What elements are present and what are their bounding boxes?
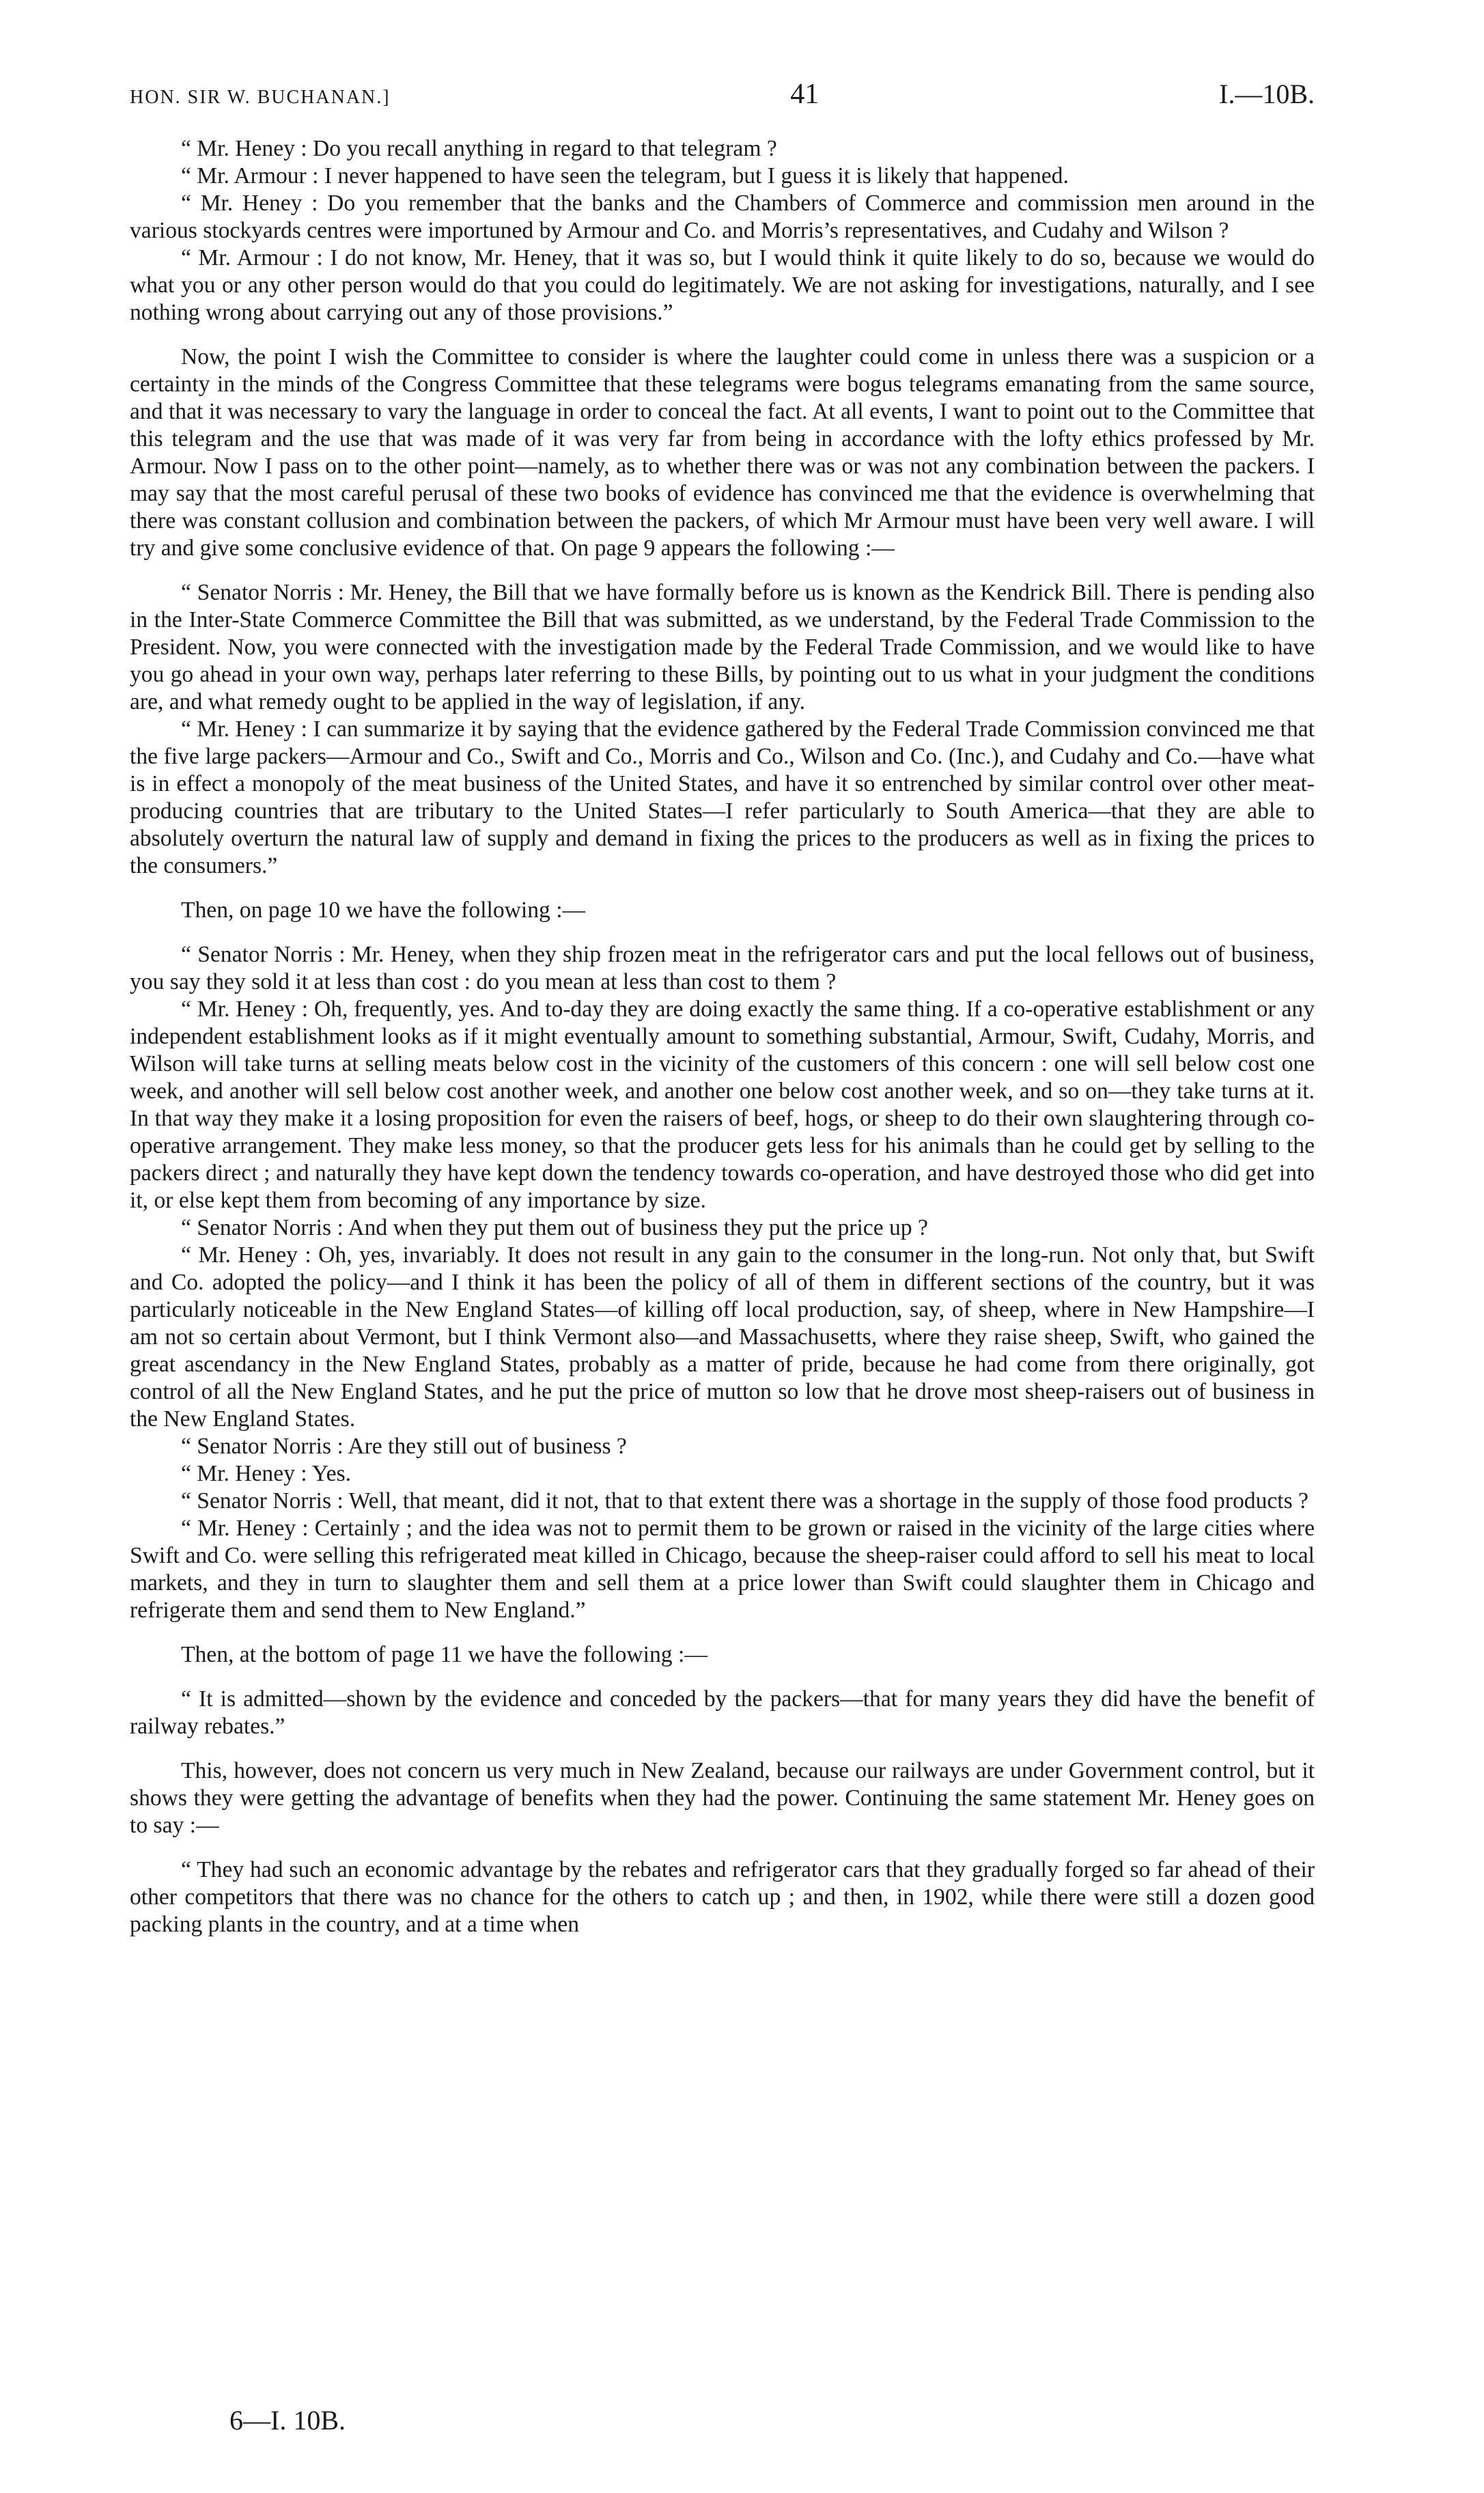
- running-header: [130, 81, 1315, 122]
- header-speaker: HON. SIR W. BUCHANAN.]: [130, 87, 391, 108]
- quote-paragraph: “ Mr. Heney : Yes.: [181, 1461, 352, 1486]
- narrative-paragraph-block: [130, 1641, 1315, 1669]
- quote-paragraph: “ Mr. Heney : I can summarize it by saying that the evidence gathered by the Federal Trade Commission convinced me that the five large packers—Armour and Co., Swift and Co., Morris and Co., Wilson and Co. (Inc.), and Cudahy and Co.—have what is in effect a monopoly of the meat business of the United States, and have it so entrenched by similar control over other meat-producing countries that are tributary to the United States—I refer particularly to South America—that they are able to absolutely overturn the natural law of supply and demand in fixing the prices to the producers as well as in fixing the prices to the consumers.”: [130, 716, 1315, 878]
- quote-paragraph: “ Senator Norris : Are they still out of business ?: [181, 1434, 627, 1459]
- quote-paragraph: “ Mr. Armour : I never happened to have seen the telegram, but I guess it is likely that happened.: [181, 163, 1069, 189]
- quote-paragraph: “ They had such an economic advantage by the rebates and refrigerator cars that they gradually forged so far ahead of their other competitors that there was no chance for the others to catch up ; and then, in 1902, while there were still a dozen good packing plants in the country, and at a time when: [130, 1857, 1315, 1937]
- quote-paragraph: “ Mr. Heney : Oh, frequently, yes. And to-day they are doing exactly the same thing. If a co-operative establishment or any independent establishment looks as if it might eventually amount to something substantial, Armour, Swift, Cudahy, Morris, and Wilson will take turns at selling meats below cost in the vicinity of the customers of this concern : one will sell below cost one week, and another will sell below cost another week, and another one below cost another week, and so on—they take turns at it. In that way they make it a losing proposition for even the raisers of beef, hogs, or sheep to do their own slaughtering through co-operative arrangement. They make less money, so that the producer gets less for his animals than he could get by selling to the packers direct ; and naturally they have kept down the tendency towards co-operation, and have destroyed those who did get into it, or else kept them from becoming of any importance by size.: [130, 997, 1315, 1213]
- quote-paragraph: “ Mr. Heney : Certainly ; and the idea was not to permit them to be grown or raised in the vicinity of the large cities where Swift and Co. were selling this refrigerated meat killed in Chicago, because the sheep-raiser could afford to sell his meat to local markets, and they in turn to slaughter them and sell them at a price lower than Swift could slaughter them in Chicago and refrigerate them and send them to New England.”: [130, 1516, 1315, 1623]
- page-number: 41: [790, 79, 820, 110]
- quote-paragraph: “ Mr. Heney : Oh, yes, invariably. It does not result in any gain to the consumer in the long-run. Not only that, but Swift and Co. adopted the policy—and I think it has been the policy of all of them in different sections of the country, but it was particularly noticeable in the New England States—of killing off local production, say, of sheep, where in New Hampshire—I am not so certain about Vermont, but I think Vermont also—and Massachusetts, where they raise sheep, Swift, who gained the great ascendancy in the New England States, probably as a matter of pride, because he had come from there originally, got control of all the New England States, and he put the price of mutton so low that he drove most sheep-raisers out of business in the New England States.: [130, 1242, 1315, 1432]
- quote-paragraph: “ Senator Norris : And when they put them out of business they put the price up ?: [181, 1215, 928, 1240]
- narrative-paragraph: Now, the point I wish the Committee to consider is where the laughter could come in unless there was a suspicion or a certainty in the minds of the Congress Committee that these telegrams were bogus telegrams emanating from the same source, and that it was necessary to vary the language in order to conceal the fact. At all events, I want to point out to the Committee that this telegram and the use that was made of it was very far from being in accordance with the lofty ethics professed by Mr. Armour. Now I pass on to the other point—namely, as to whether there was or was not any combination between the packers. I may say that the most careful perusal of these two books of evidence has convinced me that the evidence is overwhelming that there was constant collusion and combination between the packers, of which Mr Armour must have been very well aware. I will try and give some conclusive evidence of that. On page 9 appears the following :—: [130, 344, 1315, 561]
- quoted-evidence-block: [130, 579, 1315, 880]
- footer-signature-mark: 6—I. 10B.: [229, 2405, 346, 2436]
- quote-paragraph: “ Mr. Armour : I do not know, Mr. Heney, that it was so, but I would think it quite likely to do so, because we would do what you or any other person would do that you could do legitimately. We are not asking for investigations, naturally, and I see nothing wrong about carrying out any of those provisions.”: [130, 245, 1315, 325]
- narrative-paragraph-block: [130, 1757, 1315, 1839]
- quoted-evidence-block: [130, 1686, 1315, 1740]
- narrative-paragraph: Then, at the bottom of page 11 we have the following :—: [181, 1642, 708, 1667]
- quote-paragraph: “ It is admitted—shown by the evidence and conceded by the packers—that for many years they did have the benefit of railway rebates.”: [130, 1686, 1315, 1739]
- quote-paragraph: “ Senator Norris : Mr. Heney, when they ship frozen meat in the refrigerator cars and put the local fellows out of business, you say they sold it at less than cost : do you mean at less than cost to them ?: [130, 942, 1315, 994]
- document-reference: I.—10B.: [1219, 79, 1315, 109]
- quote-paragraph: “ Senator Norris : Mr. Heney, the Bill that we have formally before us is known as the Kendrick Bill. There is pending also in the Inter-State Commerce Committee the Bill that was submitted, as we understand, by the Federal Trade Commission to the President. Now, you were connected with the investigation made by the Federal Trade Commission, and we would like to have you go ahead in your own way, perhaps later referring to these Bills, by pointing out to us what in your judgment the conditions are, and what remedy ought to be applied in the way of legislation, if any.: [130, 580, 1315, 714]
- quote-paragraph: “ Mr. Heney : Do you recall anything in regard to that telegram ?: [181, 136, 777, 161]
- quoted-evidence-block: [130, 941, 1315, 1624]
- narrative-paragraph: Then, on page 10 we have the following :—: [181, 897, 586, 923]
- quoted-evidence-block: [130, 1856, 1315, 1938]
- body-text: [130, 135, 1315, 1938]
- narrative-paragraph-block: [130, 344, 1315, 562]
- narrative-paragraph-block: [130, 897, 1315, 924]
- quote-paragraph: “ Senator Norris : Well, that meant, did it not, that to that extent there was a shortage in the supply of those food products ?: [181, 1488, 1308, 1514]
- quoted-evidence-block: [130, 135, 1315, 326]
- quote-paragraph: “ Mr. Heney : Do you remember that the banks and the Chambers of Commerce and commission men around in the various stockyards centres were importuned by Armour and Co. and Morris’s representatives, and Cudahy and Wilson ?: [130, 191, 1315, 243]
- narrative-paragraph: This, however, does not concern us very much in New Zealand, because our railways are under Government control, but it shows they were getting the advantage of benefits when they had the power. Continuing the same statement Mr. Heney goes on to say :—: [130, 1758, 1315, 1838]
